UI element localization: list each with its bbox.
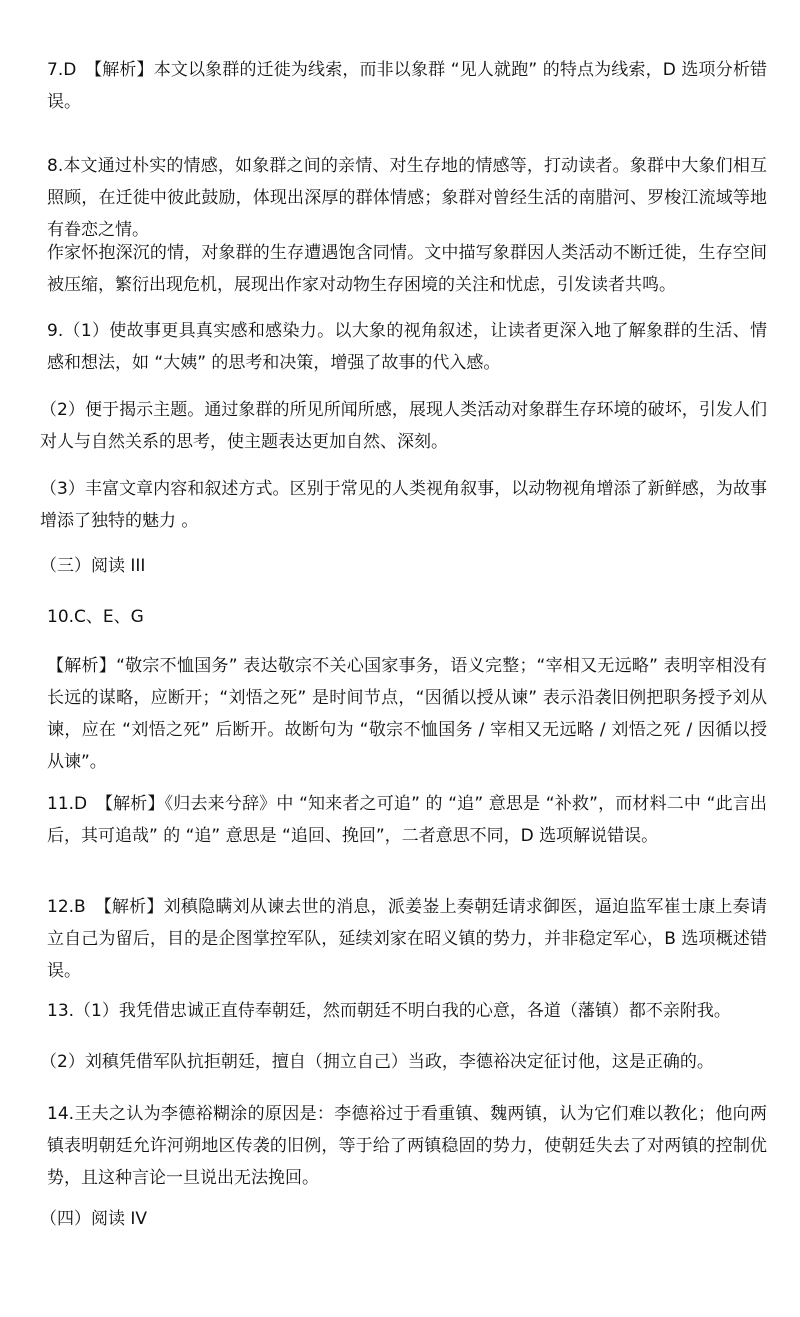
answer-11: 11.D 【解析】《归去来兮辞》中 “知来者之可追” 的 “追” 意思是 “补救”，而材料二中 “此言出后，其可追哉” 的 “追” 意思是 “追回、挽回”，二者意思不同，D 选项解说错误。 xyxy=(47,794,767,846)
answer-10: 10.C、E、G xyxy=(47,607,144,627)
section-heading-reading-4: （四）阅读 IV xyxy=(40,1209,148,1229)
section-heading-reading-3: （三）阅读 III xyxy=(40,556,146,576)
answer-13-2: （2）刘稹凭借军队抗拒朝廷，擅自（拥立自己）当政，李德裕决定征讨他，这是正确的。 xyxy=(40,1052,714,1072)
answer-9-2: （2）便于揭示主题。通过象群的所见所闻所感，展现人类活动对象群生存环境的破坏，引发人们对人与自然关系的思考，使主题表达更加自然、深刻。 xyxy=(40,400,767,452)
answer-8-part-1: 8.本文通过朴实的情感，如象群之间的亲情、对生存地的情感等，打动读者。象群中大象们相互照顾，在迁徙中彼此鼓励，体现出深厚的群体情感；象群对曾经生活的南腊河、罗梭江流域等地有眷恋之情。 xyxy=(47,156,767,240)
answer-12: 12.B 【解析】刘稹隐瞒刘从谏去世的消息，派姜崟上奏朝廷请求御医，逼迫监军崔士康上奏请立自己为留后，目的是企图掌控军队，延续刘家在昭义镇的势力，并非稳定军心，B 选项概述错误。 xyxy=(47,897,767,981)
answer-7: 7.D 【解析】本文以象群的迁徙为线索，而非以象群 “见人就跑” 的特点为线索，D 选项分析错误。 xyxy=(47,60,767,112)
answer-13-1: 13.（1）我凭借忠诚正直侍奉朝廷，然而朝廷不明白我的心意，各道（藩镇）都不亲附我。 xyxy=(47,1001,731,1021)
answer-14: 14.王夫之认为李德裕糊涂的原因是：李德裕过于看重镇、魏两镇，认为它们难以教化；他向两镇表明朝廷允许河朔地区传袭的旧例，等于给了两镇稳固的势力，使朝廷失去了对两镇的控制优势，且这种言论一旦说出无法挽回。 xyxy=(47,1104,767,1188)
answer-8-part-2: 作家怀抱深沉的情，对象群的生存遭遇饱含同情。文中描写象群因人类活动不断迁徙，生存空间被压缩，繁衍出现危机，展现出作家对动物生存困境的关注和忧虑，引发读者共鸣。 xyxy=(47,243,767,295)
answer-10-explanation: 【解析】“敬宗不恤国务” 表达敬宗不关心国家事务，语义完整；“宰相又无远略” 表明宰相没有长远的谋略，应断开；“刘悟之死” 是时间节点，“因循以授从谏” 表示沿袭旧例把职务授予刘从谏，应在 “刘悟之死” 后断开。故断句为 “敬宗不恤国务 / 宰相又无远略 / 刘悟之死 / 因循以授从谏”。 xyxy=(47,656,767,772)
answer-9-3: （3）丰富文章内容和叙述方式。区别于常见的人类视角叙事，以动物视角增添了新鲜感，为故事增添了独特的魅力 。 xyxy=(40,479,767,531)
answer-9-1: 9.（1）使故事更具真实感和感染力。以大象的视角叙述，让读者更深入地了解象群的生活、情感和想法，如 “大姨” 的思考和决策，增强了故事的代入感。 xyxy=(47,321,767,373)
